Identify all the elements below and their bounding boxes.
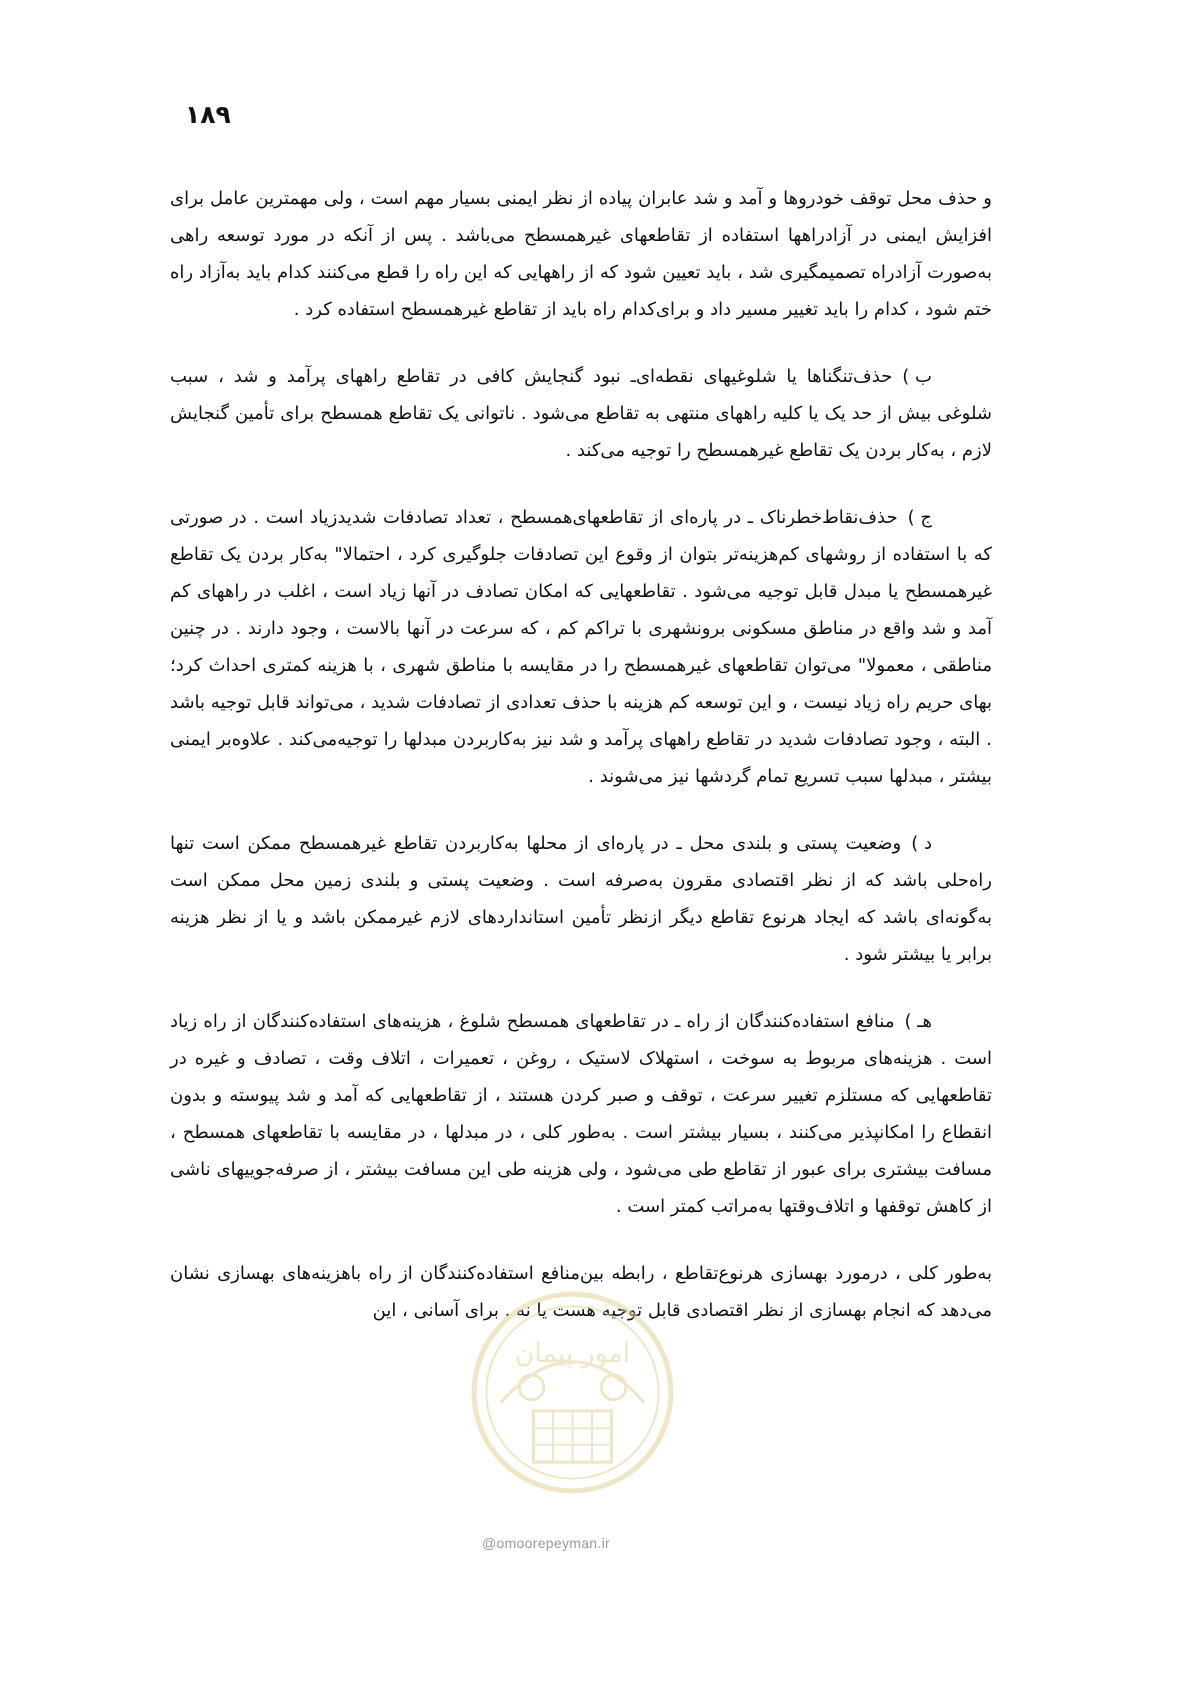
- watermark-url: @omoorepeyman.ir: [482, 1535, 610, 1551]
- paragraph-item-d: [170, 825, 992, 973]
- paragraph-item-b: [170, 358, 992, 469]
- paragraph-closing: به‌طور کلی ، در‌مورد بهسازی هرنوع‌تقاطع ، رابطه بین‌منافع استفاده‌کنندگان از راه با‌هزینه‌های بهسازی نشان می‌دهد که انجام بهسازی از نظر اقتصادی قابل توجیه هست یا نه . برای آسانی ، این: [170, 1263, 992, 1321]
- page-number: ۱۸۹: [185, 100, 231, 129]
- item-marker-b: ب ): [902, 366, 932, 387]
- watermark-seal-icon: [470, 1290, 675, 1495]
- watermark-seal-text: امور پیمان: [514, 1337, 631, 1369]
- item-marker-h: هـ ): [904, 1011, 932, 1032]
- item-text-d: وضعیت پستی و بلندی محل ـ در پاره‌ای از محلها به‌کاربردن تقاطع غیرهمسطح ممکن است تنها راه‌حلی باشد که از نظر اقتصادی مقرون به‌صرفه است . وضعیت پستی و بلندی زمین محل ممکن است به‌گونه‌ای باشد که ایجاد هرنوع تقاطع دیگر ازنظر تأمین استانداردهای لازم غیرممکن باشد و یا از نظر هزینه برابر یا بیشتر شود .: [170, 833, 992, 965]
- paragraph-item-j: [170, 499, 992, 795]
- item-text-j: حذف‌نقاط‌خطرناک ـ در پاره‌ای از تقاطعهای‌همسطح ، تعداد تصادفات شدید‌زیاد است . در صورتی که با استفاده از روشهای کم‌هزینه‌تر بتوان از وقوع این تصادفات جلوگیری کرد ، احتمالا" به‌کار بردن یک تقاطع غیرهمسطح یا مبدل قابل توجیه می‌شود . تقاطعهایی که امکان تصادف در آنها زیاد است ، اغلب در راههای کم آمد و شد واقع در مناطق مسکونی برونشهری با تراکم کم ، که سرعت در آنها بالاست ، وجود دارند . در چنین مناطقی ، معمولا" می‌توان تقاطعهای غیرهمسطح را در مقایسه با مناطق شهری ، با هزینه کمتری احداث کرد؛ بهای حریم راه زیاد نیست ، و این توسعه کم هزینه با حذف تعدادی از تصادفات شدید ، می‌تواند قابل توجیه باشد . البته ، وجود تصادفات شدید در تقاطع راههای پرآمد و شد نیز به‌کاربردن مبدلها را توجیه‌می‌کند . علاوه‌بر ایمنی بیشتر ، مبدلها سبب تسریع تمام گردشها نیز می‌شوند .: [170, 507, 992, 787]
- body-text: [170, 180, 992, 1329]
- item-text-h: منافع استفاده‌کنندگان از راه ـ در تقاطعهای همسطح شلوغ ، هزینه‌های استفاده‌کنندگان از راه زیاد است . هزینه‌های مربوط به سوخت ، استهلاک لاستیک ، روغن ، تعمیرات ، اتلاف وقت ، تصادف و غیره در تقاطعهایی که مستلزم تغییر سرعت ، توقف و صبر کردن هستند ، از تقاطعهایی که آمد و شد پیوسته و بدون انقطاع را امکانپذیر می‌کنند ، بسیار بیشتر است . به‌طور کلی ، در مبدلها ، در مقایسه با تقاطعهای همسطح ، مسافت بیشتری برای عبور از تقاطع طی می‌شود ، ولی هزینه طی این مسافت بیشتر ، از صرفه‌جوییهای ناشی از کاهش توقفها و اتلاف‌وقتها به‌مراتب کمتر است .: [170, 1011, 992, 1217]
- item-text-b: حذف‌تنگناها یا شلوغیهای نقطه‌ای‌ـ نبود گنجایش کافی در تقاطع راههای پرآمد و شد ، سبب شلوغی بیش از حد یک یا کلیه راههای منتهی به تقاطع می‌شود . ناتوانی یک تقاطع همسطح برای تأمین گنجایش لازم ، به‌کار بردن یک تقاطع غیرهمسطح را توجیه می‌کند .: [170, 366, 992, 461]
- paragraph-intro: و حذف محل توقف خودروها و آمد و شد عابران پیاده از نظر ایمنی بسیار مهم است ، ولی مهمترین عامل برای افزایش ایمنی در آزادراهها استفاده از تقاطعهای غیرهمسطح می‌باشد . پس از آنکه در مورد توسعه راهی به‌صورت آزادراه تصمیمگیری شد ، باید تعیین شود که از راههایی که این راه را قطع می‌کنند کدام باید به‌آزاد راه ختم شود ، کدام را باید تغییر مسیر داد و برای‌کدام راه باید از تقاطع غیرهمسطح استفاده کرد .: [170, 188, 992, 320]
- paragraph-item-h: [170, 1003, 992, 1225]
- item-marker-j: ج ): [907, 507, 932, 528]
- item-marker-d: د ): [911, 833, 932, 854]
